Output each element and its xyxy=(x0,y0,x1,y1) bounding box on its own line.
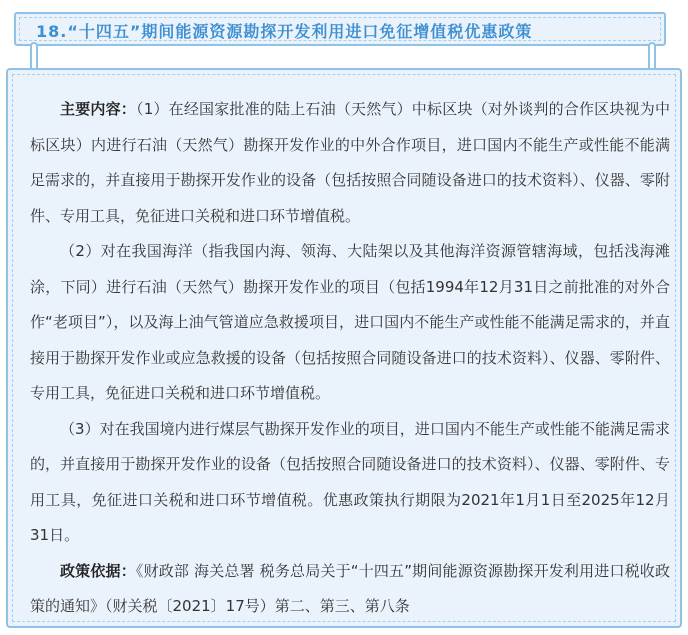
policy-body xyxy=(30,92,670,625)
content-panel xyxy=(6,68,682,628)
policy-basis-label: 政策依据： xyxy=(60,561,136,580)
main-content-label: 主要内容： xyxy=(60,100,136,118)
paragraph-text-1: （1）在经国家批准的陆上石油（天然气）中标区块（对外谈判的合作区块视为中标区块）内进行石油（天然气）勘探开发作业的中外合作项目，进口国内不能生产或性能不能满足需求的，并直接用于勘探开发作业的设备（包括按照合同随设备进口的技术资料）、仪器、零附件、专用工具，免征进口关税和进口环节增值税。 xyxy=(30,100,670,225)
paragraph-item-2: （2）对在我国海洋（指我国内海、领海、大陆架以及其他海洋资源管辖海域，包括浅海滩涂，下同）进行石油（天然气）勘探开发作业的项目（包括1994年12月31日之前批准的对外合作“老项目”），以及海上油气管道应急救援项目，进口国内不能生产或性能不能满足需求的，并直接用于勘探开发作业或应急救援的设备（包括按照合同随设备进口的技术资料）、仪器、零附件、专用工具，免征进口关税和进口环节增值税。 xyxy=(30,242,670,402)
policy-title: 18.“十四五”期间能源资源勘探开发利用进口免征增值税优惠政策 xyxy=(36,22,533,41)
title-banner xyxy=(14,12,666,46)
policy-basis xyxy=(30,554,670,625)
policy-basis-text: 《财政部 海关总署 税务总局关于“十四五”期间能源资源勘探开发利用进口税收政策的通知》（财关税〔2021〕17号）第二、第三、第八条 xyxy=(30,561,670,615)
paragraph-item-3: （3）对在我国境内进行煤层气勘探开发作业的项目，进口国内不能生产或性能不能满足需求的，并直接用于勘探开发作业的设备（包括按照合同随设备进口的技术资料）、仪器、零附件、专用工具，免征进口关税和进口环节增值税。优惠政策执行期限为2021年1月1日至2025年12月31日。 xyxy=(30,419,670,544)
paragraph-item-1 xyxy=(30,92,670,234)
